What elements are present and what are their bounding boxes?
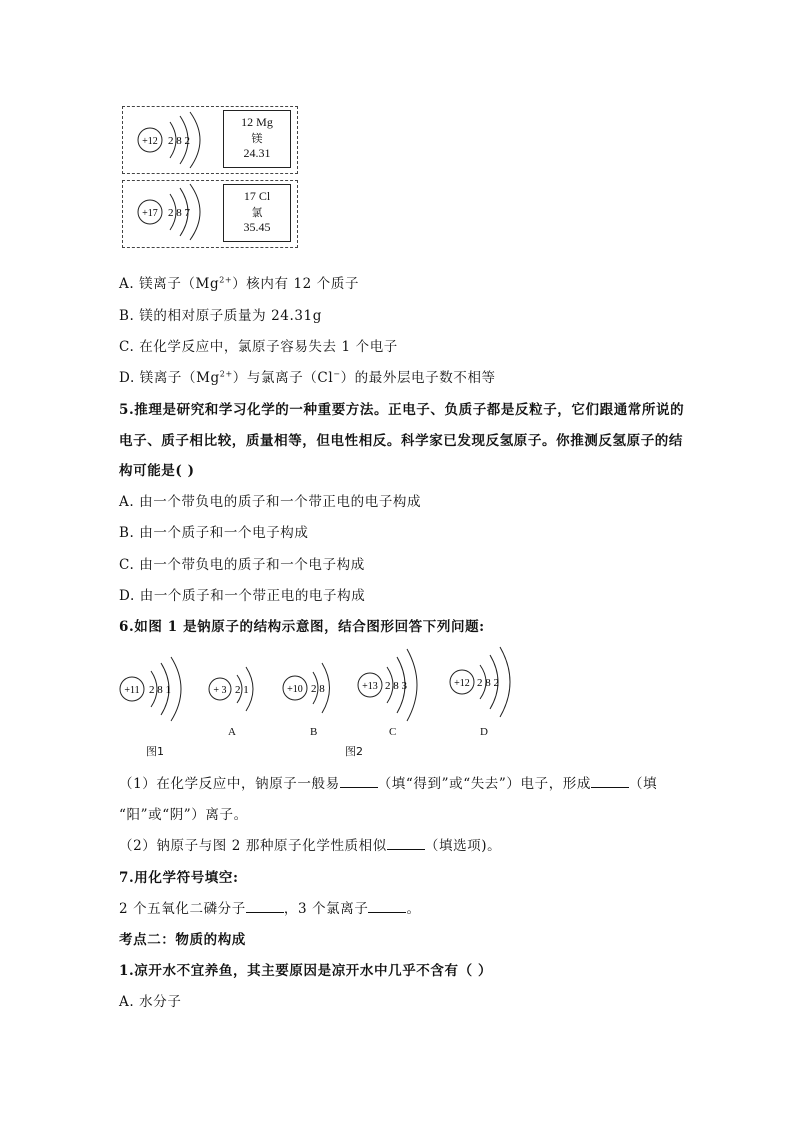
atom-structure-figures bbox=[115, 645, 535, 725]
svg-text:2 8 2: 2 8 2 bbox=[477, 677, 499, 689]
svg-text:+13: +13 bbox=[362, 681, 378, 692]
svg-text:2 8 3: 2 8 3 bbox=[385, 680, 407, 692]
svg-text:+10: +10 bbox=[287, 684, 303, 695]
sodium-atom-diagram bbox=[120, 657, 181, 721]
q6-title: 6.如图 1 是钠原子的结构示意图，结合图形回答下列问题: bbox=[119, 619, 485, 635]
atom-b-diagram bbox=[283, 663, 330, 713]
q5-option-b: B. 由一个质子和一个电子构成 bbox=[119, 525, 309, 541]
q4-option-a: A. 镁离子$(Mg^{2+})$核内有 12 个质子 bbox=[119, 275, 360, 292]
q6-sub2: （2）钠原子与图 2 那种原子化学性质相似 （填选项)。 bbox=[119, 838, 502, 854]
q7-blank1[interactable] bbox=[246, 902, 284, 913]
mg-shells: 2 8 2 bbox=[168, 135, 190, 147]
svg-text:+11: +11 bbox=[124, 685, 140, 696]
q7-fill: 2 个五氧化二磷分子 ，3 个氯离子 。 bbox=[119, 901, 421, 917]
q7-blank2[interactable] bbox=[368, 902, 406, 913]
q4-option-b: B. 镁的相对原子质量为 24.31g bbox=[119, 308, 322, 324]
q7-title: 7.用化学符号填空: bbox=[119, 870, 239, 886]
label-c: C bbox=[389, 726, 397, 738]
q4-option-c: C. 在化学反应中，氯原子容易失去 1 个电子 bbox=[119, 339, 398, 355]
mg-element-box bbox=[223, 110, 291, 168]
q1-option-a: A. 水分子 bbox=[119, 994, 182, 1010]
q6-sub1-blank2[interactable] bbox=[591, 777, 629, 788]
q5-option-c: C. 由一个带负电的质子和一个电子构成 bbox=[119, 557, 365, 573]
mg-nucleus: +12 bbox=[142, 136, 158, 147]
cl-nucleus: +17 bbox=[142, 208, 158, 219]
q5-stem-line1: 5.推理是研究和学习化学的一种重要方法。正电子、负质子都是反粒子，它们跟通常所说的 bbox=[119, 402, 685, 418]
label-a: A bbox=[228, 726, 236, 738]
q5-option-d: D. 由一个质子和一个带正电的电子构成 bbox=[119, 588, 366, 604]
cl-number-symbol: 17 Cl bbox=[243, 189, 271, 203]
cl-mass: 35.45 bbox=[243, 220, 271, 234]
q6-sub1-blank1[interactable] bbox=[340, 777, 378, 788]
svg-text:+12: +12 bbox=[454, 678, 470, 689]
cl-element-box bbox=[223, 184, 291, 242]
svg-text:2 1: 2 1 bbox=[235, 684, 249, 696]
label-d: D bbox=[480, 726, 488, 738]
q5-stem-line3: 构可能是( ) bbox=[119, 463, 195, 479]
q4-option-d: D. 镁离子$(Mg^{2+})$与氯离子（Cl−）的最外层电子数不相等 bbox=[119, 369, 496, 386]
label-b: B bbox=[310, 726, 318, 738]
q6-sub1-line2: “阳”或“阴”）离子。 bbox=[119, 807, 248, 823]
section-heading: 考点二：物质的构成 bbox=[119, 932, 246, 948]
svg-text:2 8: 2 8 bbox=[311, 683, 325, 695]
q5-option-a: A. 由一个带负电的质子和一个带正电的电子构成 bbox=[119, 494, 422, 510]
cl-shells: 2 8 7 bbox=[168, 207, 190, 219]
svg-text:+ 3: + 3 bbox=[213, 685, 227, 696]
mg-mass: 24.31 bbox=[243, 146, 271, 160]
figure-2-caption: 图2 bbox=[345, 745, 363, 758]
atom-c-diagram bbox=[358, 649, 417, 721]
mg-atom-diagram bbox=[130, 108, 220, 170]
q1-stem: 1.凉开水不宜养鱼，其主要原因是凉开水中几乎不含有（ ） bbox=[119, 963, 493, 979]
svg-text:2 8 1: 2 8 1 bbox=[149, 684, 171, 696]
q6-sub1-line1: （1）在化学反应中，钠原子一般易 （填“得到”或“失去”）电子，形成 （填 bbox=[119, 776, 658, 792]
atom-d-diagram bbox=[450, 647, 510, 717]
mg-number-symbol: 12 Mg bbox=[241, 115, 273, 129]
cl-atom-diagram bbox=[130, 182, 220, 244]
figure-1-caption: 图1 bbox=[146, 745, 164, 758]
cl-name: 氯 bbox=[251, 206, 263, 219]
q5-stem-line2: 电子、质子相比较，质量相等，但电性相反。科学家已发现反氢原子。你推测反氢原子的结 bbox=[119, 433, 683, 449]
atom-a-diagram bbox=[209, 667, 253, 711]
mg-name: 镁 bbox=[251, 132, 263, 145]
q6-sub2-blank[interactable] bbox=[387, 839, 425, 850]
